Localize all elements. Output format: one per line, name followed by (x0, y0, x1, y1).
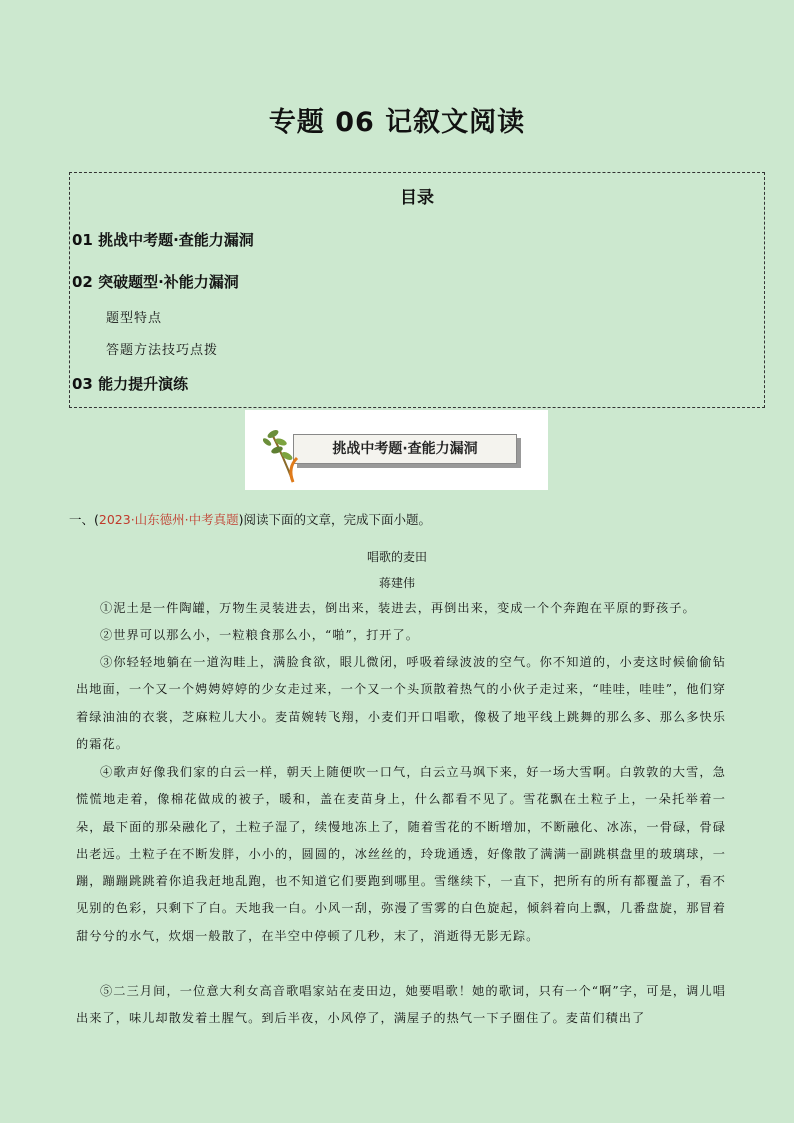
paragraph-3: ③你轻轻地躺在一道沟畦上，满脸食欲，眼儿微闭，呼吸着绿波波的空气。你不知道的，小麦这时候偷偷钻出地面，一个又一个娉娉婷婷的少女走过来，一个又一个头顶散着热气的小伙子走过来，“哇哇，哇哇”，他们穿着绿油油的衣裳，芝麻粒儿大小。麦苗婉转飞翔，小麦们开口唱歌，像极了地平线上跳舞的那么多、那么多快乐的霜花。 (76, 655, 726, 751)
section-banner (245, 410, 548, 490)
plant-icon (263, 422, 303, 484)
paragraph-5: ⑤二三月间，一位意大利女高音歌唱家站在麦田边，她要唱歌！她的歌词，只有一个“啊”字，可是，调儿唱出来了，味儿却散发着土腥气。到后半夜，小风停了，满屋子的热气一下子圈住了。麦苗们積出了 (76, 984, 726, 1026)
article-title: 唱歌的麦田 (366, 550, 427, 564)
toc-item-challenge[interactable]: 01 挑战中考题·查能力漏洞 (72, 231, 254, 249)
question-intro (69, 510, 431, 528)
paragraph-1: ①泥土是一件陶罐，万物生灵装进去，倒出来，装进去，再倒出来，变成一个个奔跑在平原的野孩子。 (100, 601, 696, 615)
page-title: 专题 06 记叙文阅读 (268, 107, 526, 138)
toc-item-practice[interactable]: 03 能力提升演练 (72, 375, 189, 393)
question-prefix: 一、( (69, 512, 99, 527)
toc-subitem-methods[interactable]: 答题方法技巧点拨 (106, 343, 219, 358)
paragraph-2: ②世界可以那么小，一粒粮食那么小，“啪”，打开了。 (100, 628, 420, 642)
toc-subitem-features[interactable]: 题型特点 (106, 311, 163, 326)
question-source: 2023·山东德州·中考真题 (98, 512, 239, 527)
article-author: 蒋建伟 (378, 576, 415, 590)
paragraph-4: ④歌声好像我们家的白云一样，朝天上随便吹一口气，白云立马飒下来，好一场大雪啊。白敦敦的大雪，急慌慌地走着，像棉花做成的被子，暖和，盖在麦苗身上，什么都看不见了。雪花飘在土粒子上，一朵托举着一朵，最下面的那朵融化了，土粒子湿了，续慢地冻上了，随着雪花的不断增加，不断融化、冰冻，一骨碌，骨碌出老远。土粒子在不断发胖，小小的，圆圆的，冰丝丝的，玲珑通透，好像散了满满一副跳棋盘里的玻璃球，一蹦，蹦蹦跳跳着你追我赶地乱跑，也不知道它们要跑到哪里。雪继续下，一直下，把所有的所有都覆盖了，看不见别的色彩，只剩下了白。天地我一白。小风一刮，弥漫了雪雾的白色旋起，倾斜着向上飘，几番盘旋，那冒着甜兮兮的水气，炊烟一般散了，在半空中停顿了几秒，末了，消逝得无影无踪。 (76, 765, 726, 943)
question-suffix: )阅读下面的文章，完成下面小题。 (238, 512, 432, 527)
banner-label: 挑战中考题·查能力漏洞 (293, 434, 517, 464)
toc-heading: 目录 (400, 188, 434, 208)
toc-item-breakthrough[interactable]: 02 突破题型·补能力漏洞 (72, 273, 239, 291)
table-of-contents (69, 172, 765, 408)
